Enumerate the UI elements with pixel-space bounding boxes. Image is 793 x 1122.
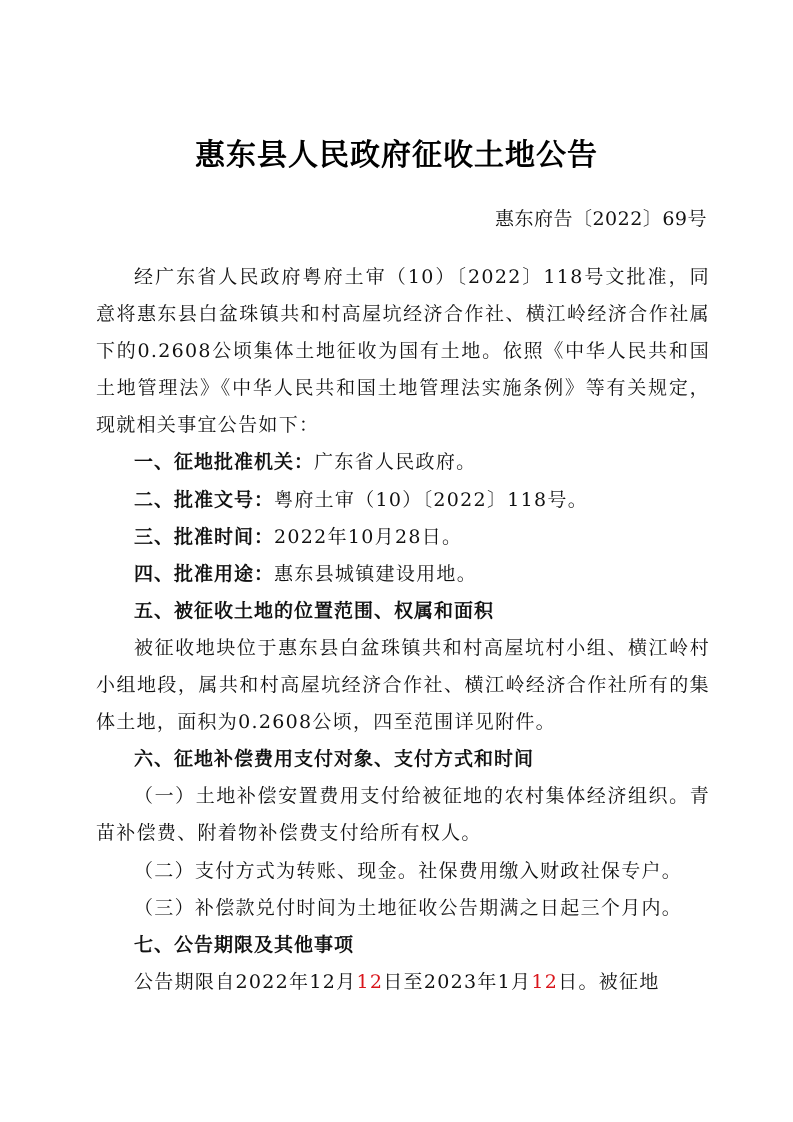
section-7-text-part: 日。被征地 bbox=[558, 970, 660, 993]
item-approval-date bbox=[96, 519, 710, 556]
document-title: 惠东县人民政府征收土地公告 bbox=[195, 138, 598, 173]
item-approval-authority bbox=[96, 444, 710, 481]
item-value: 惠东县城镇建设用地。 bbox=[274, 562, 478, 585]
section-7-text-part: 公告期限自2022年12月 bbox=[134, 970, 357, 993]
section-7-text-part: 日至2023年1月 bbox=[383, 970, 532, 993]
intro-paragraph: 经广东省人民政府粤府土审（10）〔2022〕118号文批准，同意将惠东县白盆珠镇共和村高屋坑经济合作社、横江岭经济合作社属下的0.2608公顷集体土地征收为国有土地。依照《中华人民共和国土地管理法》《中华人民共和国土地管理法实施条例》等有关规定，现就相关事宜公告如下： bbox=[96, 266, 710, 437]
item-label: 三、批准时间： bbox=[134, 525, 275, 548]
section-5-text: 被征收地块位于惠东县白盆珠镇共和村高屋坑村小组、横江岭村小组地段，属共和村高屋坑经济合作社、横江岭经济合作社所有的集体土地，面积为0.2608公顷，四至范围详见附件。 bbox=[96, 636, 710, 734]
document-number: 惠东府告〔2022〕69号 bbox=[494, 208, 707, 230]
section-6-paragraph: （一）土地补偿安置费用支付给被征地的农村集体经济组织。青苗补偿费、附着物补偿费支付给所有权人。 bbox=[96, 785, 710, 845]
highlighted-day: 12 bbox=[531, 970, 559, 993]
section-6-paragraph: （三）补偿款兑付时间为土地征收公告期满之日起三个月内。 bbox=[134, 896, 683, 919]
section-7-heading: 七、公告期限及其他事项 bbox=[134, 933, 355, 956]
item-label: 四、批准用途： bbox=[134, 562, 275, 585]
section-6-heading: 六、征地补偿费用支付对象、支付方式和时间 bbox=[134, 748, 535, 771]
section-7-text bbox=[96, 964, 710, 1001]
item-value: 广东省人民政府。 bbox=[314, 451, 477, 474]
item-label: 一、征地批准机关： bbox=[134, 451, 315, 474]
section-5-heading: 五、被征收土地的位置范围、权属和面积 bbox=[134, 599, 495, 622]
item-approval-purpose bbox=[96, 556, 710, 593]
item-approval-number bbox=[96, 482, 710, 519]
item-value: 粤府土审（10）〔2022〕118号。 bbox=[274, 488, 589, 511]
item-value: 2022年10月28日。 bbox=[274, 525, 463, 548]
section-6-paragraph: （二）支付方式为转账、现金。社保费用缴入财政社保专户。 bbox=[134, 859, 683, 882]
highlighted-day: 12 bbox=[356, 970, 384, 993]
item-label: 二、批准文号： bbox=[134, 488, 275, 511]
document-body bbox=[96, 259, 710, 1001]
